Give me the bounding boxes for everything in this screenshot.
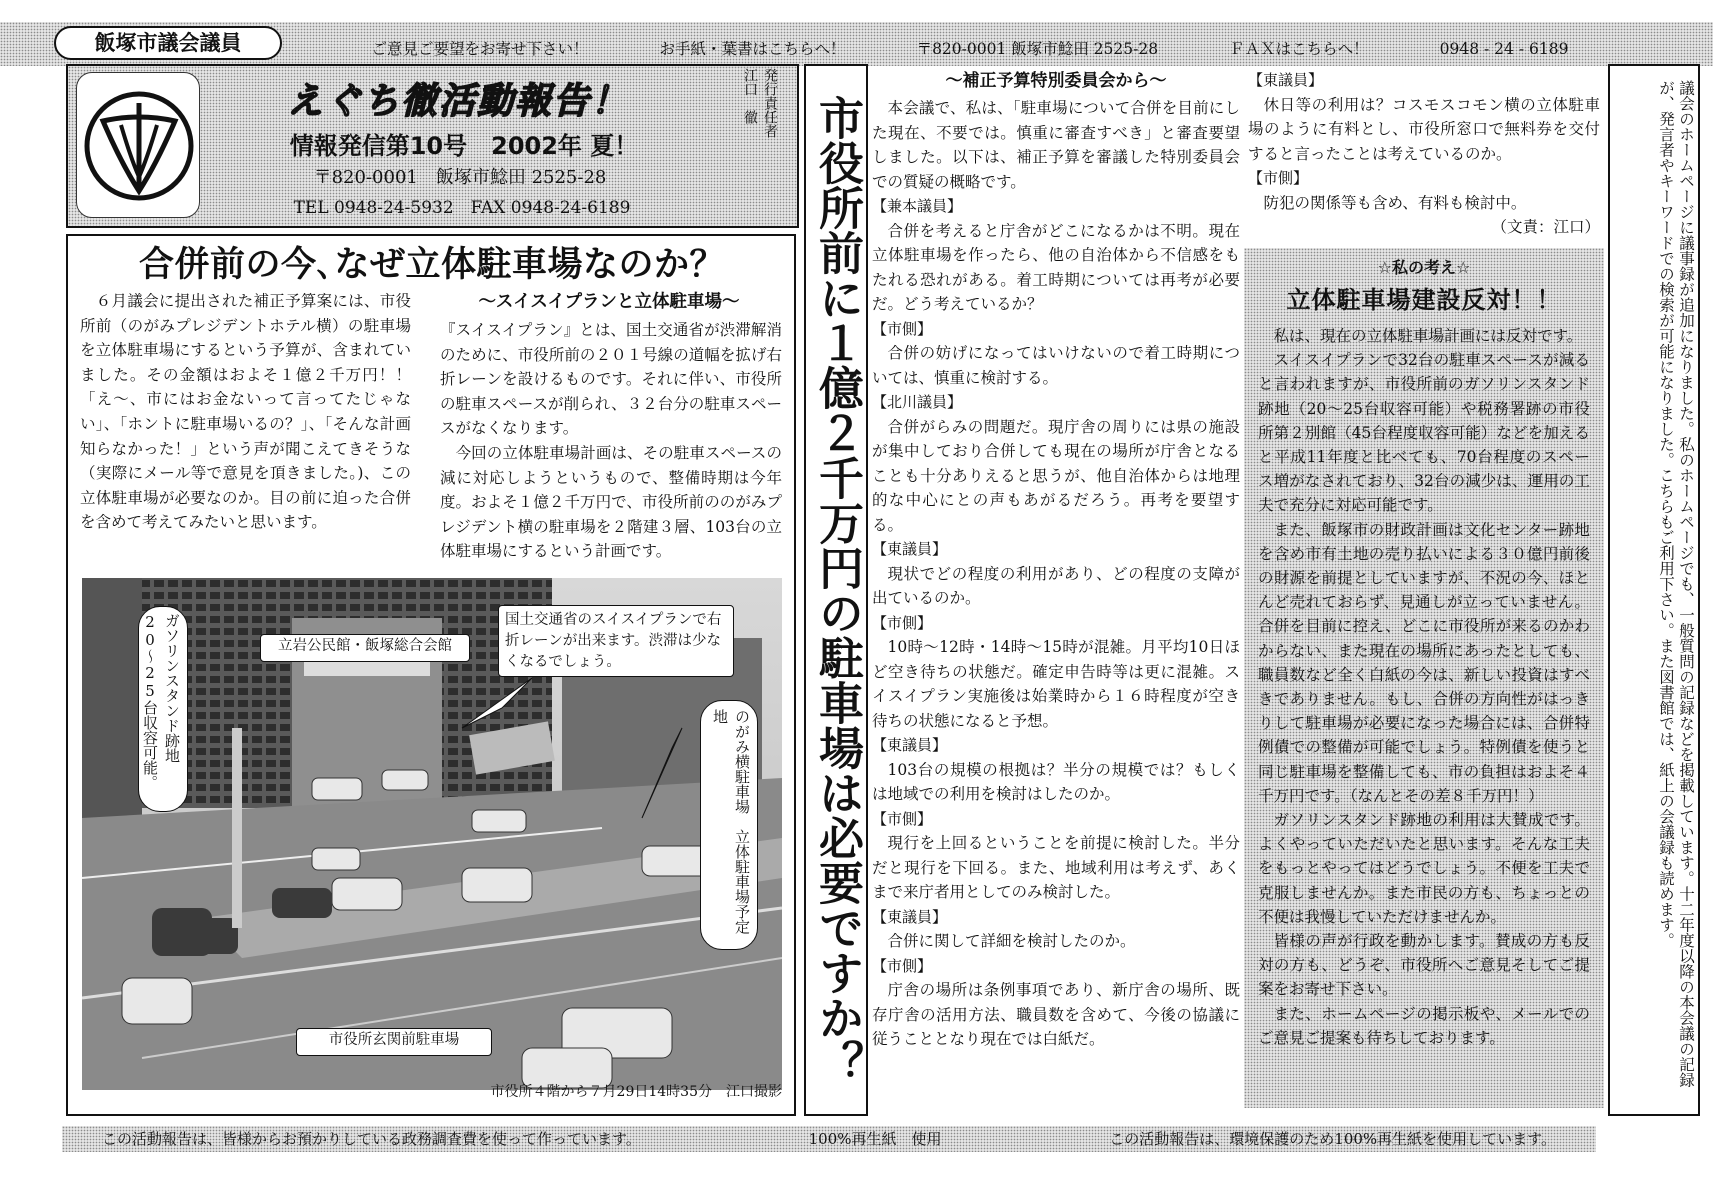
contact-strip <box>330 36 1610 62</box>
qa-text: 合併に関して詳細を検討したのか。 <box>887 932 1136 950</box>
footer-recycled-paper: 100%再生紙 使用 <box>808 1130 942 1148</box>
opinion-paragraph: また、飯塚市の財政計画は文化センター跡地を含め市有土地の売り払いによる３０億円前後の財源を前提としていますが、不況の今、ほとんど売れておらず、見通しが立っていません。合併を目前に控え、どこに市役所が来るのかわからない、また現在の場所にあったとしても、職員数など全く白紙の今は、新しい投資はすべきでありません。もし、合併の方向性がはっきりして駐車場が必要になった場合には、合併特例債での整備が可能でしょう。特例債を使うと同じ駐車場を整備しても、市の負担はおよそ４千万円です。（なんとその差８千万円！） <box>1258 520 1590 805</box>
committee-report-continued <box>1248 68 1600 240</box>
qa-text: 10時～12時・14時～15時が混雑。月平均10日ほど空き待ちの状態だ。確定申告時等は更に混雑。スイスイプラン実施後は始業時から１６時程度が空き待ちの状態になると予想。 <box>872 638 1240 730</box>
speaker-label: 【北川議員】 <box>872 393 963 411</box>
opinion-box <box>1244 248 1604 1108</box>
opinion-title: 立体駐車場建設反対！！ <box>1286 286 1562 314</box>
qa-text: 休日等の利用は？コスモスコモン横の立体駐車場のように有料とし、市役所窓口で無料券を交付すると言ったことは考えているのか。 <box>1248 95 1600 163</box>
issue-line: 情報発信第10号 2002年 夏！ <box>289 132 639 160</box>
contact-request: ご意見ご要望をお寄せ下さい！ <box>371 40 589 58</box>
vertical-headline: 市役所前に１億２千万円の駐車場は必要ですか？ <box>811 95 864 1085</box>
opinion-label: ☆私の考え☆ <box>1377 258 1471 277</box>
photo-label-right-turn-lane: 国土交通省のスイスイプランで右折レーンが出来ます。渋滞は少なくなるでしょう。 <box>498 605 734 677</box>
photo-label-entrance-parking: 市役所玄関前駐車場 <box>296 1028 492 1056</box>
qa-text: 合併の妨げになってはいけないので着工時期については、慎重に検討する。 <box>872 344 1240 387</box>
qa-text: 現状でどの程度の利用があり、どの程度の支障が出ているのか。 <box>872 564 1240 607</box>
photo-credit: 市役所４階から７月29日14時35分 江口撮影 <box>490 1084 782 1100</box>
qa-text: 103台の規模の根拠は？半分の規模では？もしくは地域での利用を検討はしたのか。 <box>872 760 1240 803</box>
masthead-address: 〒820-0001 飯塚市鯰田 2525-28 <box>313 167 607 188</box>
speaker-label: 【東議員】 <box>872 540 948 558</box>
speaker-label: 【市側】 <box>872 319 933 338</box>
responsibility-credit: （文責：江口） <box>1491 218 1600 236</box>
opinion-paragraph: スイスイプランで32台の駐車スペースが減ると言われますが、市役所前のガソリンスタンド跡地（20～25台収容可能）や税務署跡の市役所第２別館（45台程度収容可能）などを加えると平成11年度と比べても、70台程度のスペース増がなされており、32台の減少は、運用の工夫で充分に対応可能です。 <box>1258 351 1590 515</box>
committee-intro: 本会議で、私は、「駐車場について合併を目前にした現在、不要では。慎重に審査すべき」と審査要望しました。以下は、補正予算を審議した特別委員会での質疑の概略です。 <box>872 99 1240 191</box>
side-note-text: 議会のホームページに議事録が追加になりました。私のホームページでも、一般質問の記録などを掲載しています。十二年度以降の本会議の記録が、発言者やキーワードでの検索が可能になりました。こちらもご利用下さい。また図書館では、紙上の会議録も読めます。 <box>1657 80 1695 1088</box>
speaker-label: 【市側】 <box>872 809 933 828</box>
opinion-paragraph: 私は、現在の立体駐車場計画には反対です。 <box>1273 327 1583 345</box>
council-member-badge: 飯塚市議会議員 <box>54 26 282 60</box>
speaker-label: 【兼本議員】 <box>872 197 963 215</box>
opinion-paragraph: ガソリンスタンド跡地の利用は大賛成です。よくやっていただいたと思います。そんな工夫をもっとやってはどうでしょう。不便を工夫で克服しませんか。また市民の方も、ちょっとの不便は我慢していただけませんか。 <box>1258 811 1590 926</box>
swiss-plan-subhead: ～スイスイプランと立体駐車場～ <box>478 292 740 312</box>
speaker-label: 【東議員】 <box>872 736 948 754</box>
photo-label-planned-parking-site: のがみ横駐車場 立体駐車場予定地 <box>700 700 758 950</box>
photo-label-gas-station-site: ガソリンスタンド跡地 20～25台収容可能。 <box>138 606 188 812</box>
publisher-name: 江口 徹 <box>742 68 758 124</box>
speaker-label: 【市側】 <box>872 613 933 632</box>
swiss-plan-body <box>440 318 782 564</box>
contact-mail-label: お手紙・葉書はこちらへ！ <box>659 40 846 58</box>
swiss-plan-paragraph: 今回の立体駐車場計画は、その駐車スペースの減に対応しようというもので、整備時期は今年度。およそ１億２千万円で、市役所前ののがみプレジデント横の駐車場を２階建３層、103台の立体駐車場にするという計画です。 <box>440 443 782 561</box>
committee-title: ～補正予算特別委員会から～ <box>945 71 1167 91</box>
intro-paragraph: ６月議会に提出された補正予算案には、市役所前（のがみプレジデントホテル横）の駐車場を立体駐車場にするという予算が、含まれていました。その金額はおよそ１億２千万円！！「え～、市にはお金ないって言ってたじゃない」、「ホントに駐車場いるの？」、「そんな計画知らなかった！」という声が聞こえてきそうな（実際にメール等で意見を頂きました｡)、この立体駐車場が必要なのか。目の前に迫った合併を含めて考えてみたいと思います。 <box>80 292 411 532</box>
opinion-paragraph: 皆様の声が行政を動かします。賛成の方も反対の方も、どうぞ、市役所へご意見そしてご提案をお寄せ下さい。 <box>1258 932 1590 999</box>
qa-text: 現行を上回るということを前提に検討した。半分だと現行を下回る。また、地域利用は考えず、あくまで来庁者用としてのみ検討した。 <box>872 834 1240 901</box>
publisher-label: 発行責任者 <box>762 68 778 138</box>
publisher-info <box>740 68 780 220</box>
footer-funding-note: この活動報告は、皆様からお預かりしている政務調査費を使って作っています。 <box>102 1130 641 1148</box>
contact-address: 〒820-0001 飯塚市鯰田 2525-28 <box>916 40 1159 58</box>
qa-text: 合併を考えると庁舎がどこになるかは不明。現在立体駐車場を作ったら、他の自治体から不信感をもたれる恐れがある。着工時期については再考が必要だ。どう考えているか？ <box>872 221 1240 313</box>
speaker-label: 【市側】 <box>1248 169 1309 187</box>
contact-fax-label: ＦＡＸはこちらへ！ <box>1229 40 1369 58</box>
opinion-paragraph: また、ホームページの掲示板や、メールでのご意見ご提案も待ちしております。 <box>1258 1004 1590 1047</box>
speaker-label: 【東議員】 <box>1248 71 1324 89</box>
swiss-plan-paragraph: 『スイスイプラン』とは、国土交通省が渋滞解消のために、市役所前の２０１号線の道幅を拡げ右折レーンを設けるものです。それに伴い、市役所の駐車スペースが削られ、３２台分の駐車スペースがなくなります。 <box>440 321 782 438</box>
speaker-label: 【市側】 <box>872 956 933 975</box>
footer-environment-note: この活動報告は、環境保護のため100%再生紙を使用しています。 <box>1109 1130 1556 1148</box>
masthead-tel-fax: TEL 0948-24-5932 FAX 0948-24-6189 <box>293 198 631 218</box>
qa-text: 合併がらみの問題だ。現庁舎の周りには県の施設が集中しており合併しても現在の場所が庁舎となることも十分ありえると思うが、他自治体からは地理的な中心にとの声もあがるだろう。再考を要望する。 <box>872 417 1240 534</box>
speaker-label: 【東議員】 <box>872 907 948 926</box>
main-headline: 合併前の今､なぜ立体駐車場なのか？ <box>138 245 725 285</box>
footer-bar <box>62 1126 1596 1152</box>
photo-label-community-hall: 立岩公民館・飯塚総合会館 <box>260 634 470 662</box>
contact-fax-number: 0948 - 24 - 6189 <box>1439 40 1569 58</box>
qa-text: 庁舎の場所は条例事項であり、新庁舎の場所、既存庁舎の活用方法、職員数を含めて、今後の協議に従うこととなり現在では白紙だ。 <box>872 981 1240 1048</box>
city-emblem-logo <box>76 72 200 218</box>
committee-report <box>872 68 1240 1110</box>
qa-text: 防犯の関係等も含め、有料も検討中。 <box>1263 193 1527 212</box>
newsletter-title: えぐち徹活動報告！ <box>286 81 629 122</box>
